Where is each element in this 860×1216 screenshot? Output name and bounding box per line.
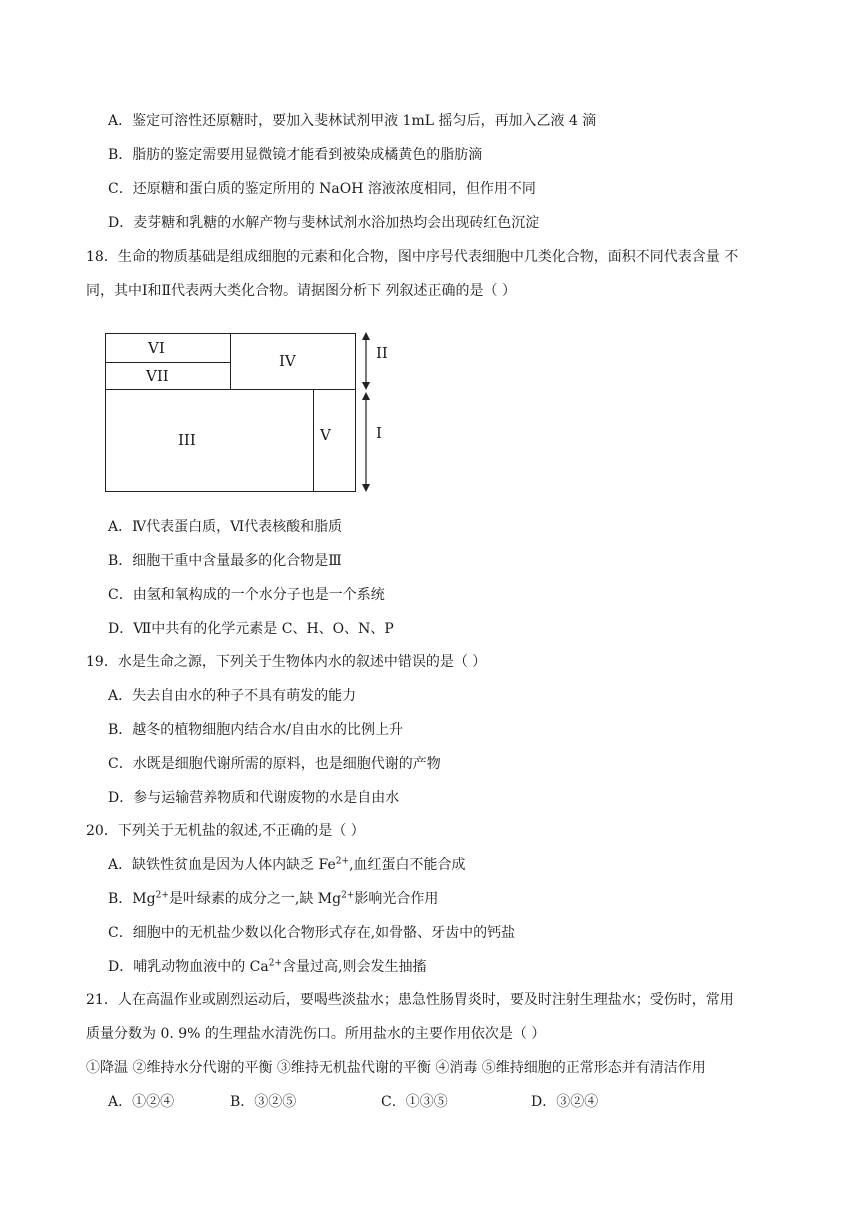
q18-stem-line1: 18．生命的物质基础是组成细胞的元素和化合物，图中序号代表细胞中几类化合物，面积不同代表含量 不: [86, 249, 739, 265]
q18-option-c: C．由氢和氧构成的一个水分子也是一个系统: [108, 587, 385, 603]
q20-option-c: C．细胞中的无机盐少数以化合物形式存在,如骨骼、牙齿中的钙盐: [108, 925, 516, 941]
label-iii: III: [178, 431, 196, 449]
q20-a-post: ,血红蛋白不能合成: [349, 857, 466, 873]
label-vii: VII: [146, 367, 169, 385]
region-v: [313, 389, 356, 492]
q20-option-b: [108, 889, 438, 909]
q20-option-d: [108, 957, 426, 977]
q21-option-d: D．③②④: [531, 1094, 599, 1110]
label-ii: II: [376, 344, 388, 362]
q20-d-sup: 2+: [268, 958, 283, 969]
q20-d-post: 含量过高,则会发生抽搐: [282, 959, 427, 975]
q20-b-text: B．Mg: [108, 891, 156, 907]
q21-stem-line2: 质量分数为 0. 9% 的生理盐水清洗伤口。所用盐水的主要作用依次是（ ）: [86, 1026, 546, 1042]
label-vi: VI: [148, 339, 165, 357]
q20-a-sup: 2+: [335, 856, 350, 867]
q18-stem-line2: 同，其中Ⅰ和Ⅱ代表两大类化合物。请据图分析下 列叙述正确的是（ ）: [86, 283, 516, 299]
label-iv: IV: [279, 352, 296, 370]
q20-a-text: A．缺铁性贫血是因为人体内缺乏 Fe: [108, 857, 336, 873]
q20-b-sup1: 2+: [155, 890, 169, 901]
q20-b-sup2: 2+: [341, 890, 355, 901]
q17-option-a: A．鉴定可溶性还原糖时，要加入斐林试剂甲液 1mL 摇匀后，再加入乙液 4 滴: [108, 113, 597, 129]
q21-option-a: A．①②④: [108, 1094, 175, 1110]
q20-d-text: D．哺乳动物血液中的 Ca: [108, 959, 269, 975]
q20-stem: 20．下列关于无机盐的叙述,不正确的是（ ）: [86, 823, 365, 839]
region-vii: [105, 362, 231, 390]
q18-option-d: D．Ⅶ中共有的化学元素是 C、H、O、N、P: [108, 621, 394, 637]
q20-option-a: [108, 855, 466, 875]
q21-choices: ①降温 ②维持水分代谢的平衡 ③维持无机盐代谢的平衡 ④消毒 ⑤维持细胞的正常形态并有清洁作用: [86, 1060, 706, 1076]
compound-area-diagram: [100, 328, 400, 498]
q17-option-b: B．脂肪的鉴定需要用显微镜才能看到被染成橘黄色的脂肪滴: [108, 147, 483, 163]
q21-option-b: B．③②⑤: [230, 1094, 297, 1110]
q21-stem-line1: 21．人在高温作业或剧烈运动后，要喝些淡盐水；患急性肠胃炎时，要及时注射生理盐水；受伤时，常用: [86, 992, 734, 1008]
q17-option-d: D．麦芽糖和乳糖的水解产物与斐林试剂水浴加热均会出现砖红色沉淀: [108, 215, 540, 231]
q19-option-b: B．越冬的植物细胞内结合水/自由水的比例上升: [108, 722, 404, 738]
q17-option-c: C．还原糖和蛋白质的鉴定所用的 NaOH 溶液浓度相同，但作用不同: [108, 181, 536, 197]
q19-option-a: A．失去自由水的种子不具有萌发的能力: [108, 688, 357, 704]
q18-option-b: B．细胞干重中含量最多的化合物是Ⅲ: [108, 553, 342, 569]
q19-option-c: C．水既是细胞代谢所需的原料，也是细胞代谢的产物: [108, 756, 441, 772]
region-iv: [230, 333, 356, 390]
q21-option-c: C．①③⑤: [381, 1094, 448, 1110]
q20-b-mid: 是叶绿素的成分之一,缺 Mg: [168, 891, 342, 907]
region-vi: [105, 333, 231, 363]
label-v: V: [320, 426, 331, 444]
q19-option-d: D．参与运输营养物质和代谢废物的水是自由水: [108, 790, 400, 806]
q19-stem: 19．水是生命之源，下列关于生物体内水的叙述中错误的是（ ）: [86, 654, 487, 670]
q18-option-a: A．Ⅳ代表蛋白质，Ⅵ代表核酸和脂质: [108, 519, 343, 535]
region-iii: [105, 389, 314, 492]
label-i: I: [376, 424, 382, 442]
q20-b-post: 影响光合作用: [354, 891, 439, 907]
